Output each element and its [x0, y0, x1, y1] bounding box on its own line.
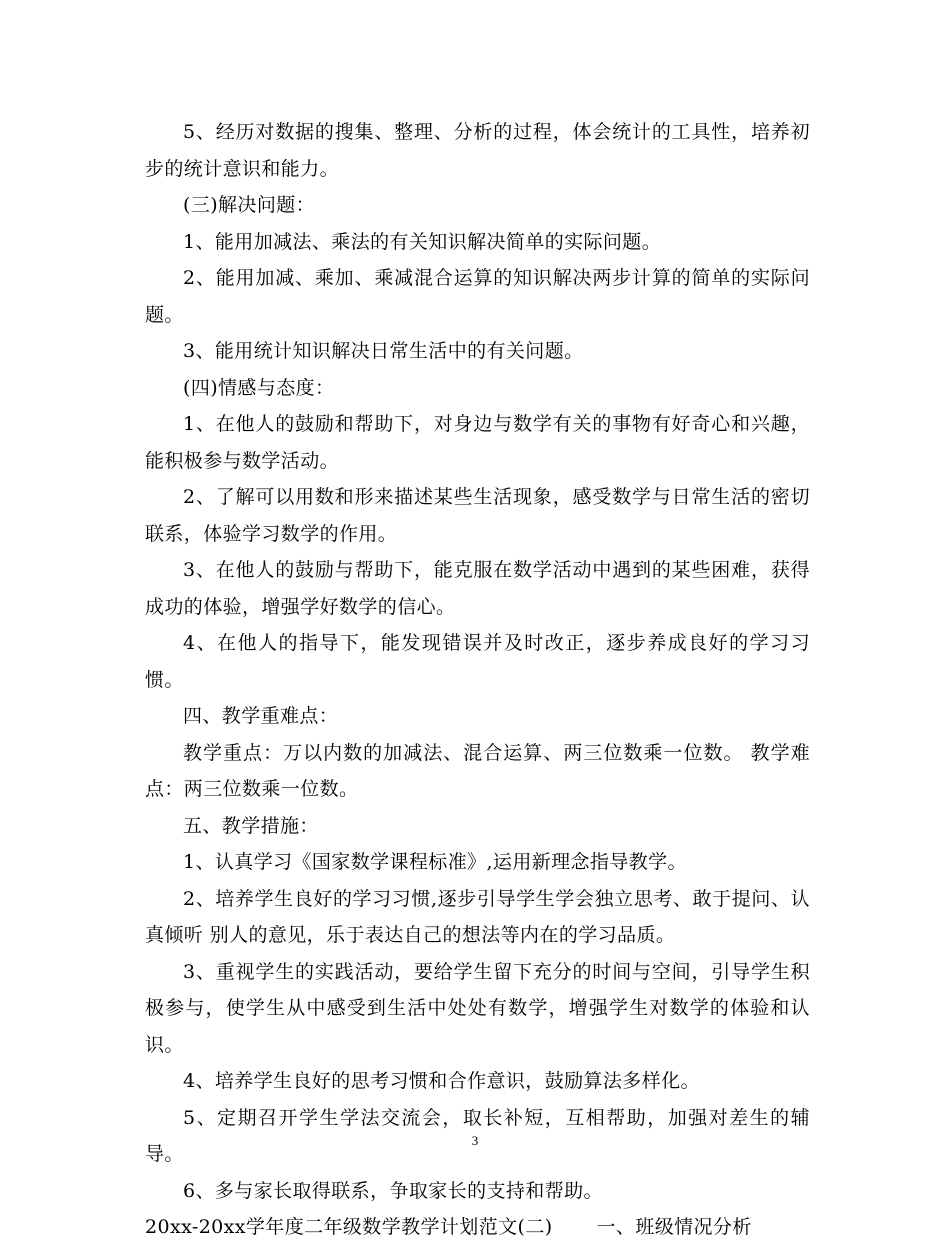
- paragraph-measure-1: 1、认真学习《国家数学课程标准》,运用新理念指导教学。: [183, 851, 687, 873]
- paragraph-problem-1: 1、能用加减法、乘法的有关知识解决简单的实际问题。: [183, 230, 662, 253]
- section-heading-measures: 五、教学措施：: [183, 814, 319, 837]
- paragraph-measure-6: 6、多与家长取得联系，争取家长的支持和帮助。: [183, 1179, 603, 1202]
- paragraph-measure-4: 4、培养学生良好的思考习惯和合作意识，鼓励算法多样化。: [183, 1070, 700, 1092]
- paragraph-emotion-2: 2、了解可以用数和形来描述某些生活现象，感受数学与日常生活的密切联系，体验学习数学的作用。: [145, 486, 810, 545]
- next-plan-section: 一、班级情况分析: [596, 1216, 752, 1238]
- paragraph-problem-2: 2、能用加减、乘加、乘减混合运算的知识解决两步计算的简单的实际问题。: [145, 267, 810, 326]
- paragraph-measure-2: 2、培养学生良好的学习习惯,逐步引导学生学会独立思考、敢于提问、认真倾听 别人的意见，乐于表达自己的想法等内在的学习品质。: [145, 887, 810, 946]
- paragraph-measure-5: 5、定期召开学生学法交流会，取长补短，互相帮助，加强对差生的辅导。: [145, 1106, 810, 1165]
- paragraph-problem-3: 3、能用统计知识解决日常生活中的有关问题。: [183, 340, 584, 362]
- section-heading-key-points: 四、教学重难点：: [183, 705, 339, 727]
- next-plan-heading-line: [145, 1209, 810, 1246]
- paragraph-emotion-3: 3、在他人的鼓励与帮助下，能克服在数学活动中遇到的某些困难，获得成功的体验，增强学好数学的信心。: [145, 559, 810, 618]
- paragraph-stats-awareness: 5、经历对数据的搜集、整理、分析的过程，体会统计的工具性，培养初步的统计意识和能力。: [145, 121, 810, 180]
- document-body: [145, 114, 810, 1246]
- paragraph-emotion-4: 4、在他人的指导下，能发现错误并及时改正，逐步养成良好的学习习惯。: [145, 632, 810, 691]
- paragraph-measure-3: 3、重视学生的实践活动，要给学生留下充分的时间与空间，引导学生积极参与，使学生从中感受到生活中处处有数学，增强学生对数学的体验和认识。: [145, 960, 810, 1056]
- section-heading-problem-solving: (三)解决问题：: [183, 194, 316, 216]
- page-number: 3: [471, 1133, 479, 1148]
- section-heading-emotion-attitude: (四)情感与态度：: [183, 376, 335, 399]
- next-plan-title: 20xx-20xx学年度二年级数学教学计划范文(二): [145, 1216, 553, 1238]
- paragraph-emotion-1: 1、在他人的鼓励和帮助下，对身边与数学有关的事物有好奇心和兴趣，能积极参与数学活动。: [145, 413, 810, 472]
- paragraph-key-points: 教学重点：万以内数的加减法、混合运算、两三位数乘一位数。 教学难点：两三位数乘一位数。: [145, 741, 810, 800]
